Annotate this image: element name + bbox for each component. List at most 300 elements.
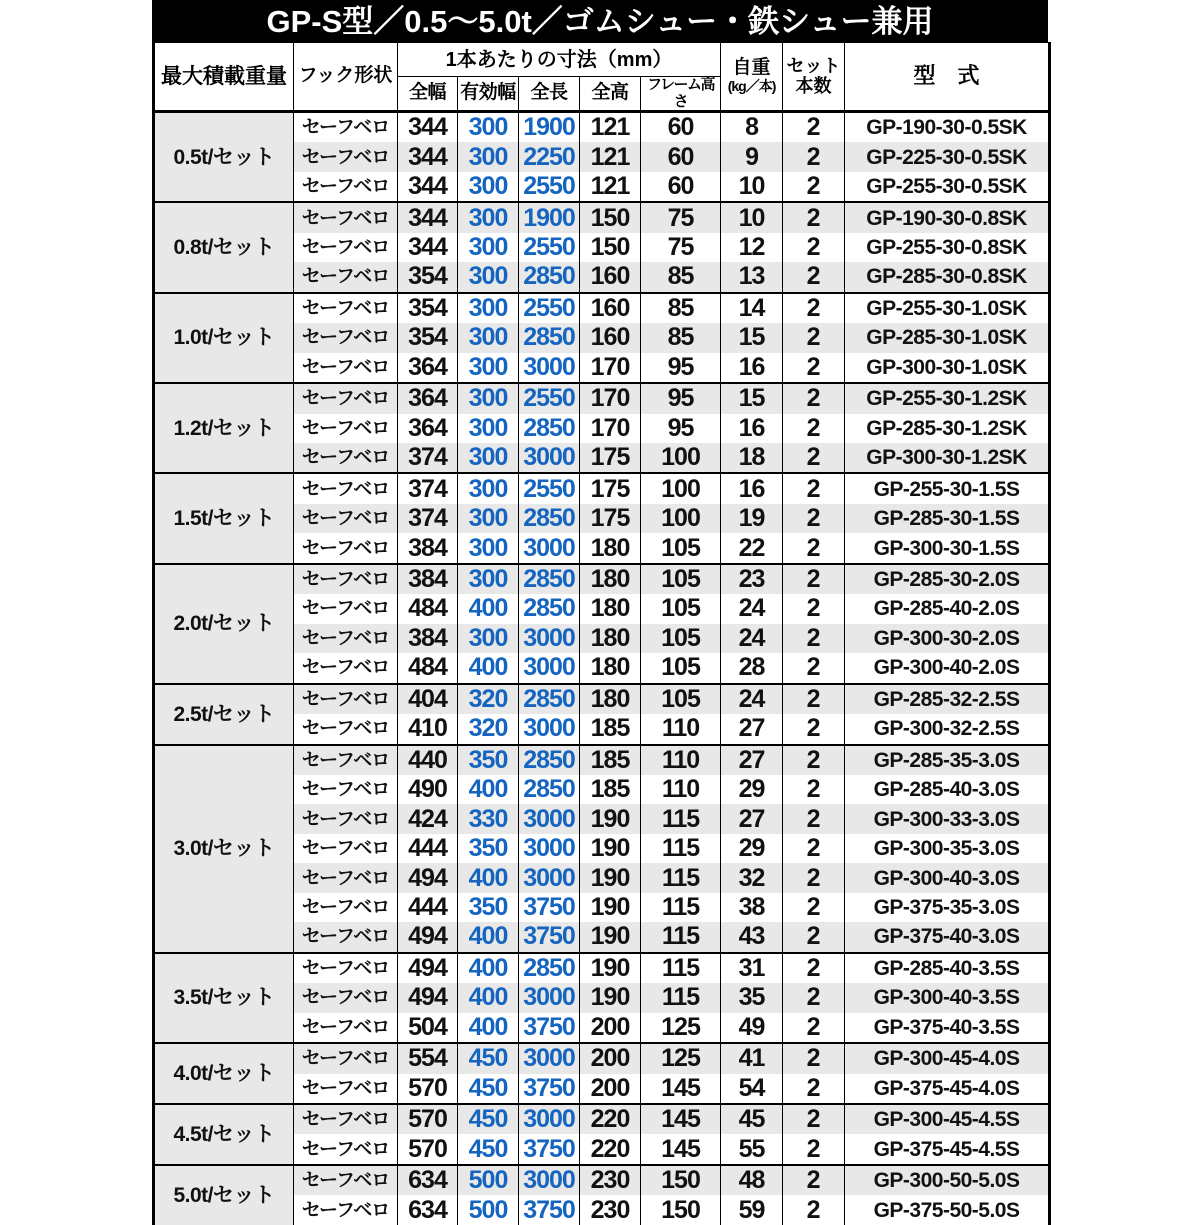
frame-height-cell: 105 (641, 624, 721, 653)
unit-weight-unit: (kg／本) (727, 78, 776, 95)
model-cell: GP-285-40-3.5S (845, 953, 1050, 983)
overall-height-cell: 220 (580, 1104, 641, 1134)
overall-height-cell: 190 (580, 983, 641, 1012)
unit-weight-cell: 27 (721, 714, 783, 744)
frame-height-cell: 145 (641, 1104, 721, 1134)
overall-height-cell: 160 (580, 262, 641, 292)
model-cell: GP-375-45-4.5S (845, 1134, 1050, 1164)
max-load-cell: 4.0t/セット (154, 1043, 294, 1104)
overall-height-cell: 185 (580, 775, 641, 804)
col-header-overall-height: 全高 (580, 77, 641, 112)
set-count-cell: 2 (783, 1043, 845, 1073)
overall-width-cell: 364 (398, 383, 458, 413)
unit-weight-cell: 54 (721, 1074, 783, 1104)
hook-shape-cell: セーフベロ (294, 983, 398, 1012)
load-group (154, 1043, 1050, 1104)
overall-length-cell: 2850 (519, 594, 580, 623)
set-count-cell: 2 (783, 1134, 845, 1164)
overall-length-cell: 3750 (519, 1074, 580, 1104)
max-load-cell: 1.2t/セット (154, 383, 294, 473)
set-count-cell: 2 (783, 834, 845, 863)
overall-length-cell: 3750 (519, 1195, 580, 1224)
model-cell: GP-285-30-1.2SK (845, 414, 1050, 443)
model-cell: GP-190-30-0.5SK (845, 112, 1050, 143)
frame-height-cell: 105 (641, 594, 721, 623)
overall-length-cell: 3750 (519, 893, 580, 922)
effective-width-cell: 300 (458, 353, 519, 383)
model-cell: GP-300-45-4.0S (845, 1043, 1050, 1073)
max-load-cell: 1.5t/セット (154, 473, 294, 563)
frame-height-cell: 95 (641, 414, 721, 443)
frame-height-cell: 110 (641, 775, 721, 804)
overall-height-cell: 190 (580, 893, 641, 922)
hook-shape-cell: セーフベロ (294, 1165, 398, 1195)
overall-height-cell: 200 (580, 1074, 641, 1104)
frame-height-cell: 100 (641, 504, 721, 533)
overall-height-cell: 190 (580, 922, 641, 952)
set-count-cell: 2 (783, 202, 845, 232)
frame-height-cell: 60 (641, 172, 721, 202)
effective-width-cell: 300 (458, 233, 519, 262)
frame-height-cell: 95 (641, 353, 721, 383)
overall-length-cell: 1900 (519, 202, 580, 232)
effective-width-cell: 300 (458, 383, 519, 413)
spec-row (154, 745, 1050, 775)
model-cell: GP-300-30-1.2SK (845, 443, 1050, 473)
overall-length-cell: 3000 (519, 443, 580, 473)
effective-width-cell: 400 (458, 594, 519, 623)
set-count-cell: 2 (783, 624, 845, 653)
overall-height-cell: 180 (580, 684, 641, 714)
overall-width-cell: 354 (398, 293, 458, 323)
set-count-cell: 2 (783, 504, 845, 533)
effective-width-cell: 300 (458, 293, 519, 323)
unit-weight-cell: 59 (721, 1195, 783, 1224)
set-count-cell: 2 (783, 233, 845, 262)
hook-shape-cell: セーフベロ (294, 202, 398, 232)
unit-weight-cell: 10 (721, 202, 783, 232)
overall-width-cell: 634 (398, 1165, 458, 1195)
overall-height-cell: 185 (580, 745, 641, 775)
load-group (154, 1104, 1050, 1165)
overall-height-cell: 180 (580, 564, 641, 594)
overall-length-cell: 3000 (519, 804, 580, 833)
hook-shape-cell: セーフベロ (294, 172, 398, 202)
overall-width-cell: 494 (398, 922, 458, 952)
overall-width-cell: 374 (398, 504, 458, 533)
max-load-cell: 5.0t/セット (154, 1165, 294, 1225)
effective-width-cell: 350 (458, 893, 519, 922)
set-count-cell: 2 (783, 594, 845, 623)
hook-shape-cell: セーフベロ (294, 863, 398, 892)
effective-width-cell: 450 (458, 1074, 519, 1104)
frame-height-cell: 110 (641, 714, 721, 744)
effective-width-cell: 300 (458, 262, 519, 292)
frame-height-cell: 115 (641, 834, 721, 863)
model-cell: GP-375-45-4.0S (845, 1074, 1050, 1104)
load-group (154, 112, 1050, 203)
hook-shape-cell: セーフベロ (294, 504, 398, 533)
effective-width-cell: 300 (458, 624, 519, 653)
overall-width-cell: 570 (398, 1074, 458, 1104)
set-count-cell: 2 (783, 262, 845, 292)
overall-height-cell: 190 (580, 953, 641, 983)
overall-width-cell: 354 (398, 262, 458, 292)
col-header-overall-length: 全長 (519, 77, 580, 112)
frame-height-cell: 75 (641, 202, 721, 232)
effective-width-cell: 300 (458, 112, 519, 143)
overall-length-cell: 2850 (519, 504, 580, 533)
spec-row (154, 112, 1050, 143)
effective-width-cell: 400 (458, 1013, 519, 1043)
frame-height-cell: 95 (641, 383, 721, 413)
set-count-cell: 2 (783, 1195, 845, 1224)
set-count-label-line1: セット (786, 55, 841, 76)
model-cell: GP-375-40-3.0S (845, 922, 1050, 952)
frame-height-cell: 150 (641, 1195, 721, 1224)
col-header-set-count (783, 43, 845, 112)
unit-weight-cell: 18 (721, 443, 783, 473)
model-cell: GP-300-35-3.0S (845, 834, 1050, 863)
frame-height-cell: 85 (641, 293, 721, 323)
model-cell: GP-285-40-2.0S (845, 594, 1050, 623)
load-group (154, 684, 1050, 745)
model-cell: GP-300-33-3.0S (845, 804, 1050, 833)
overall-height-cell: 200 (580, 1043, 641, 1073)
set-count-cell: 2 (783, 1074, 845, 1104)
col-header-dimensions-group: 1本あたりの寸法（mm） (398, 43, 721, 77)
hook-shape-cell: セーフベロ (294, 112, 398, 143)
effective-width-cell: 400 (458, 775, 519, 804)
model-cell: GP-285-30-2.0S (845, 564, 1050, 594)
overall-height-cell: 170 (580, 383, 641, 413)
unit-weight-cell: 23 (721, 564, 783, 594)
unit-weight-cell: 55 (721, 1134, 783, 1164)
frame-height-cell: 115 (641, 983, 721, 1012)
model-cell: GP-285-30-1.5S (845, 504, 1050, 533)
frame-height-cell: 105 (641, 684, 721, 714)
hook-shape-cell: セーフベロ (294, 893, 398, 922)
col-header-model: 型 式 (845, 43, 1050, 112)
overall-height-cell: 190 (580, 863, 641, 892)
set-count-cell: 2 (783, 1104, 845, 1134)
table-header (154, 43, 1050, 112)
overall-height-cell: 175 (580, 473, 641, 503)
col-header-unit-weight (721, 43, 783, 112)
overall-width-cell: 484 (398, 594, 458, 623)
load-group (154, 745, 1050, 953)
overall-length-cell: 3000 (519, 1104, 580, 1134)
spec-row (154, 202, 1050, 232)
set-count-cell: 2 (783, 142, 845, 171)
overall-width-cell: 444 (398, 834, 458, 863)
model-cell: GP-285-35-3.0S (845, 745, 1050, 775)
overall-length-cell: 2850 (519, 414, 580, 443)
overall-height-cell: 175 (580, 443, 641, 473)
frame-height-cell: 100 (641, 443, 721, 473)
overall-length-cell: 3750 (519, 922, 580, 952)
load-group (154, 473, 1050, 563)
unit-weight-cell: 31 (721, 953, 783, 983)
frame-height-cell: 85 (641, 262, 721, 292)
unit-weight-cell: 14 (721, 293, 783, 323)
overall-height-cell: 150 (580, 233, 641, 262)
effective-width-cell: 450 (458, 1104, 519, 1134)
set-count-cell: 2 (783, 293, 845, 323)
model-cell: GP-300-30-2.0S (845, 624, 1050, 653)
hook-shape-cell: セーフベロ (294, 1104, 398, 1134)
frame-height-cell: 145 (641, 1074, 721, 1104)
unit-weight-cell: 15 (721, 383, 783, 413)
load-group (154, 202, 1050, 292)
overall-length-cell: 2550 (519, 473, 580, 503)
hook-shape-cell: セーフベロ (294, 775, 398, 804)
overall-length-cell: 3000 (519, 863, 580, 892)
overall-length-cell: 3000 (519, 714, 580, 744)
overall-width-cell: 384 (398, 564, 458, 594)
overall-length-cell: 3750 (519, 1013, 580, 1043)
spec-row (154, 684, 1050, 714)
overall-width-cell: 374 (398, 443, 458, 473)
max-load-cell: 2.5t/セット (154, 684, 294, 745)
load-group (154, 953, 1050, 1043)
spec-row (154, 1165, 1050, 1195)
model-cell: GP-300-30-1.5S (845, 533, 1050, 563)
effective-width-cell: 320 (458, 684, 519, 714)
overall-height-cell: 185 (580, 714, 641, 744)
hook-shape-cell: セーフベロ (294, 594, 398, 623)
spec-sheet (152, 0, 1048, 1225)
unit-weight-cell: 24 (721, 594, 783, 623)
unit-weight-cell: 27 (721, 804, 783, 833)
model-cell: GP-300-40-3.0S (845, 863, 1050, 892)
model-cell: GP-300-45-4.5S (845, 1104, 1050, 1134)
hook-shape-cell: セーフベロ (294, 624, 398, 653)
hook-shape-cell: セーフベロ (294, 684, 398, 714)
effective-width-cell: 400 (458, 953, 519, 983)
effective-width-cell: 300 (458, 414, 519, 443)
overall-length-cell: 2550 (519, 383, 580, 413)
overall-width-cell: 344 (398, 202, 458, 232)
set-count-cell: 2 (783, 533, 845, 563)
max-load-cell: 1.0t/セット (154, 293, 294, 383)
unit-weight-cell: 8 (721, 112, 783, 143)
overall-width-cell: 494 (398, 863, 458, 892)
overall-width-cell: 494 (398, 953, 458, 983)
overall-height-cell: 180 (580, 624, 641, 653)
hook-shape-cell: セーフベロ (294, 353, 398, 383)
hook-shape-cell: セーフベロ (294, 233, 398, 262)
max-load-cell: 0.8t/セット (154, 202, 294, 292)
spec-row (154, 1104, 1050, 1134)
overall-length-cell: 2550 (519, 172, 580, 202)
set-count-cell: 2 (783, 414, 845, 443)
unit-weight-cell: 19 (721, 504, 783, 533)
set-count-cell: 2 (783, 1165, 845, 1195)
frame-height-cell: 125 (641, 1043, 721, 1073)
overall-height-cell: 180 (580, 594, 641, 623)
spec-row (154, 1043, 1050, 1073)
load-group (154, 293, 1050, 383)
model-cell: GP-255-30-1.2SK (845, 383, 1050, 413)
unit-weight-cell: 24 (721, 684, 783, 714)
frame-height-cell: 115 (641, 863, 721, 892)
unit-weight-cell: 12 (721, 233, 783, 262)
max-load-cell: 4.5t/セット (154, 1104, 294, 1165)
set-count-cell: 2 (783, 323, 845, 352)
overall-length-cell: 3000 (519, 653, 580, 683)
col-header-hook-shape: フック形状 (294, 43, 398, 112)
effective-width-cell: 400 (458, 863, 519, 892)
overall-height-cell: 121 (580, 112, 641, 143)
model-cell: GP-255-30-0.5SK (845, 172, 1050, 202)
hook-shape-cell: セーフベロ (294, 804, 398, 833)
effective-width-cell: 300 (458, 202, 519, 232)
unit-weight-cell: 29 (721, 775, 783, 804)
overall-width-cell: 384 (398, 624, 458, 653)
overall-width-cell: 404 (398, 684, 458, 714)
unit-weight-cell: 15 (721, 323, 783, 352)
unit-weight-cell: 41 (721, 1043, 783, 1073)
model-cell: GP-375-35-3.0S (845, 893, 1050, 922)
model-cell: GP-285-30-0.8SK (845, 262, 1050, 292)
effective-width-cell: 350 (458, 834, 519, 863)
overall-height-cell: 230 (580, 1165, 641, 1195)
set-count-cell: 2 (783, 684, 845, 714)
unit-weight-cell: 49 (721, 1013, 783, 1043)
effective-width-cell: 400 (458, 922, 519, 952)
overall-height-cell: 121 (580, 142, 641, 171)
overall-length-cell: 3000 (519, 533, 580, 563)
hook-shape-cell: セーフベロ (294, 564, 398, 594)
spec-table (152, 42, 1051, 1225)
overall-length-cell: 2250 (519, 142, 580, 171)
overall-height-cell: 190 (580, 804, 641, 833)
effective-width-cell: 300 (458, 564, 519, 594)
unit-weight-cell: 24 (721, 624, 783, 653)
frame-height-cell: 150 (641, 1165, 721, 1195)
effective-width-cell: 300 (458, 142, 519, 171)
effective-width-cell: 400 (458, 653, 519, 683)
overall-width-cell: 504 (398, 1013, 458, 1043)
overall-width-cell: 634 (398, 1195, 458, 1224)
effective-width-cell: 300 (458, 443, 519, 473)
unit-weight-cell: 13 (721, 262, 783, 292)
hook-shape-cell: セーフベロ (294, 745, 398, 775)
unit-weight-cell: 38 (721, 893, 783, 922)
hook-shape-cell: セーフベロ (294, 262, 398, 292)
overall-length-cell: 3000 (519, 983, 580, 1012)
frame-height-cell: 60 (641, 112, 721, 143)
overall-length-cell: 2850 (519, 262, 580, 292)
model-cell: GP-255-30-0.8SK (845, 233, 1050, 262)
load-group (154, 564, 1050, 684)
model-cell: GP-375-50-5.0S (845, 1195, 1050, 1224)
overall-width-cell: 444 (398, 893, 458, 922)
hook-shape-cell: セーフベロ (294, 653, 398, 683)
frame-height-cell: 60 (641, 142, 721, 171)
overall-height-cell: 180 (580, 533, 641, 563)
overall-width-cell: 410 (398, 714, 458, 744)
frame-height-cell: 145 (641, 1134, 721, 1164)
effective-width-cell: 300 (458, 473, 519, 503)
overall-height-cell: 170 (580, 414, 641, 443)
model-cell: GP-300-40-3.5S (845, 983, 1050, 1012)
unit-weight-cell: 45 (721, 1104, 783, 1134)
set-count-cell: 2 (783, 775, 845, 804)
set-count-cell: 2 (783, 383, 845, 413)
overall-length-cell: 2850 (519, 745, 580, 775)
max-load-cell: 3.0t/セット (154, 745, 294, 953)
spec-row (154, 473, 1050, 503)
model-cell: GP-255-30-1.0SK (845, 293, 1050, 323)
set-count-cell: 2 (783, 893, 845, 922)
overall-height-cell: 160 (580, 323, 641, 352)
hook-shape-cell: セーフベロ (294, 714, 398, 744)
frame-height-cell: 75 (641, 233, 721, 262)
set-count-cell: 2 (783, 473, 845, 503)
model-cell: GP-300-40-2.0S (845, 653, 1050, 683)
hook-shape-cell: セーフベロ (294, 1195, 398, 1224)
overall-width-cell: 570 (398, 1104, 458, 1134)
spec-row (154, 564, 1050, 594)
model-cell: GP-225-30-0.5SK (845, 142, 1050, 171)
frame-height-cell: 125 (641, 1013, 721, 1043)
unit-weight-cell: 16 (721, 414, 783, 443)
frame-height-cell: 85 (641, 323, 721, 352)
unit-weight-cell: 16 (721, 473, 783, 503)
set-count-cell: 2 (783, 863, 845, 892)
overall-length-cell: 3000 (519, 624, 580, 653)
spec-row (154, 953, 1050, 983)
unit-weight-cell: 27 (721, 745, 783, 775)
set-count-cell: 2 (783, 112, 845, 143)
overall-length-cell: 2850 (519, 953, 580, 983)
hook-shape-cell: セーフベロ (294, 1074, 398, 1104)
overall-height-cell: 150 (580, 202, 641, 232)
unit-weight-cell: 29 (721, 834, 783, 863)
effective-width-cell: 300 (458, 323, 519, 352)
hook-shape-cell: セーフベロ (294, 293, 398, 323)
model-cell: GP-190-30-0.8SK (845, 202, 1050, 232)
set-count-cell: 2 (783, 653, 845, 683)
overall-height-cell: 190 (580, 834, 641, 863)
model-cell: GP-255-30-1.5S (845, 473, 1050, 503)
model-cell: GP-300-50-5.0S (845, 1165, 1050, 1195)
overall-height-cell: 170 (580, 353, 641, 383)
max-load-cell: 2.0t/セット (154, 564, 294, 684)
frame-height-cell: 115 (641, 922, 721, 952)
effective-width-cell: 500 (458, 1165, 519, 1195)
overall-length-cell: 2850 (519, 775, 580, 804)
effective-width-cell: 350 (458, 745, 519, 775)
load-group (154, 383, 1050, 473)
unit-weight-cell: 10 (721, 172, 783, 202)
effective-width-cell: 300 (458, 533, 519, 563)
overall-length-cell: 1900 (519, 112, 580, 143)
unit-weight-cell: 9 (721, 142, 783, 171)
unit-weight-cell: 28 (721, 653, 783, 683)
frame-height-cell: 105 (641, 653, 721, 683)
overall-width-cell: 490 (398, 775, 458, 804)
overall-width-cell: 424 (398, 804, 458, 833)
model-cell: GP-285-30-1.0SK (845, 323, 1050, 352)
hook-shape-cell: セーフベロ (294, 533, 398, 563)
overall-width-cell: 354 (398, 323, 458, 352)
frame-height-cell: 115 (641, 953, 721, 983)
set-count-cell: 2 (783, 443, 845, 473)
overall-width-cell: 440 (398, 745, 458, 775)
